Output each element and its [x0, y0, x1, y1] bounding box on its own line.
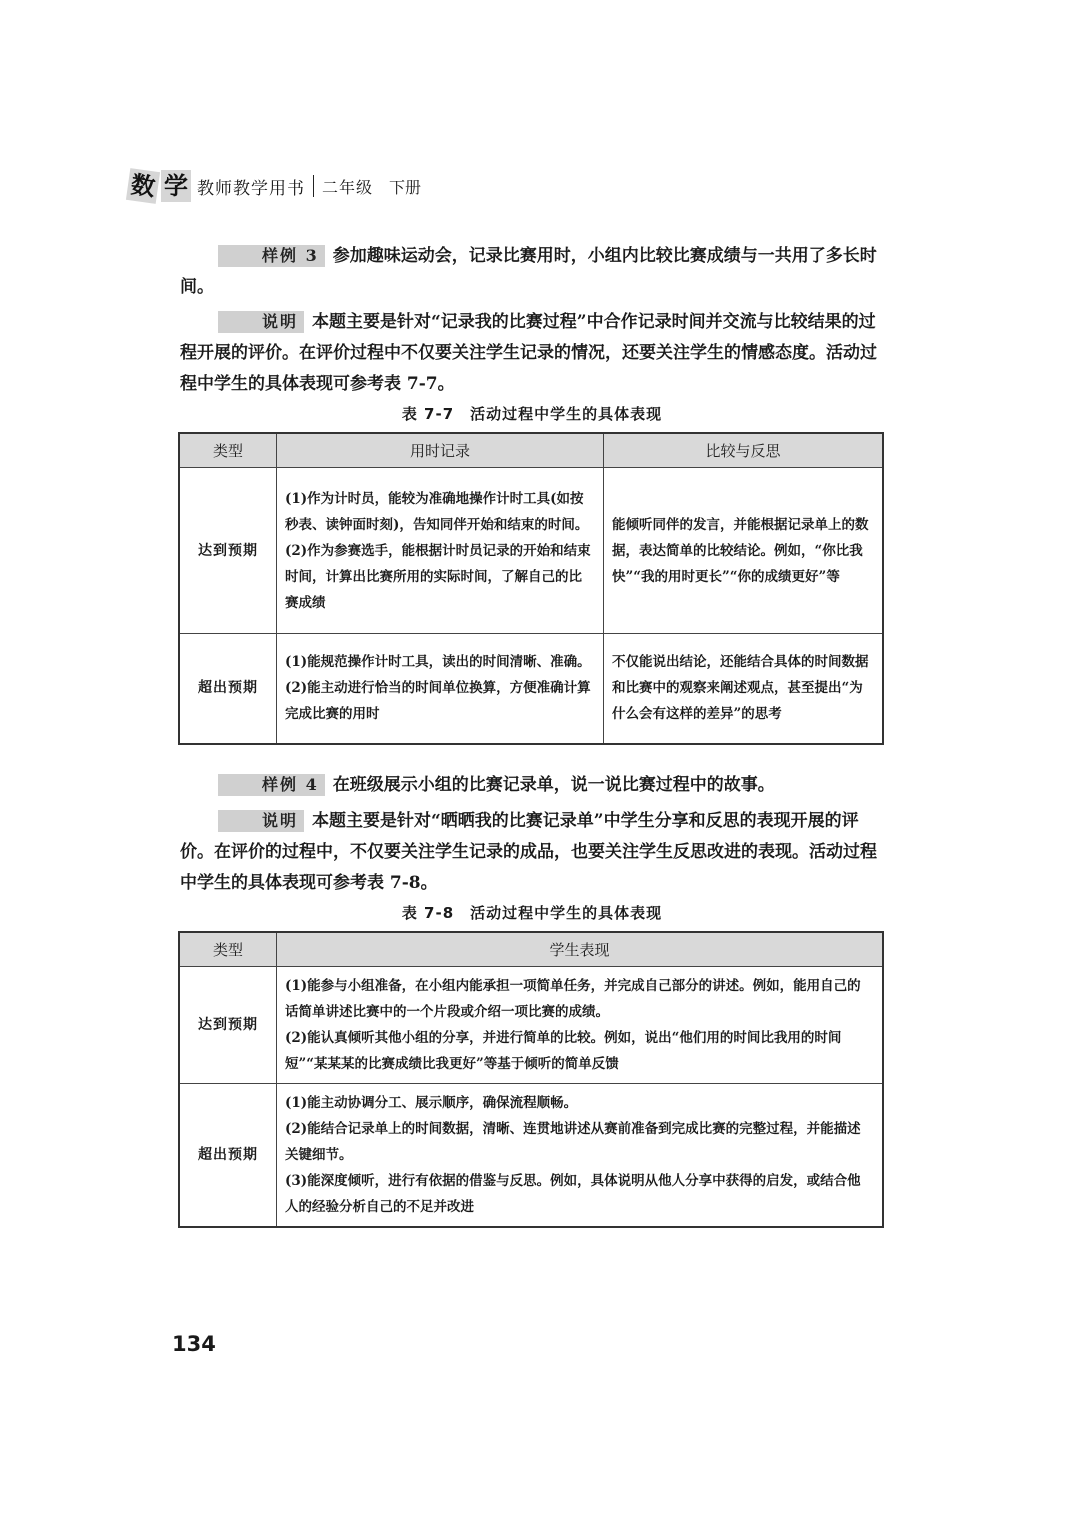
time-record-cell [277, 468, 604, 634]
running-header [128, 170, 421, 202]
cell-item: (2)作为参赛选手，能根据计时员记录的开始和结束时间，计算出比赛所用的实际时间，了解自己的比赛成绩 [285, 542, 591, 611]
row-type: 超出预期 [179, 634, 277, 744]
example-4-text: 在班级展示小组的比赛记录单，说一说比赛过程中的故事。 [332, 775, 775, 795]
cell-item: (2)能认真倾听其他小组的分享，并进行简单的比较。例如，说出“他们用的时间比我用的时间短”“某某某的比赛成绩比我更好”等基于倾听的简单反馈 [285, 1030, 842, 1072]
note-3-paragraph [180, 307, 884, 400]
example-3-paragraph [180, 241, 884, 303]
column-header: 类型 [179, 932, 277, 967]
volume-label: 下册 [389, 177, 422, 197]
table-7-7 [178, 432, 884, 745]
grade-label: 二年级 [322, 177, 374, 197]
column-header: 类型 [179, 433, 277, 468]
table-row [179, 634, 883, 744]
time-record-cell [277, 634, 604, 744]
comparison-cell: 能倾听同伴的发言，并能根据记录单上的数据，表达简单的比较结论。例如，“你比我快”“我的用时更长”“你的成绩更好”等 [604, 468, 884, 634]
table-row [179, 967, 883, 1084]
row-type: 达到预期 [179, 967, 277, 1084]
example-3-tag: 样例 3 [218, 245, 325, 267]
column-header: 用时记录 [277, 433, 604, 468]
note-3-text: 本题主要是针对“记录我的比赛过程”中合作记录时间并交流与比较结果的过程开展的评价。在评价过程中不仅要关注学生记录的情况，还要关注学生的情感态度。活动过程中学生的具体表现可参考表 7-7。 [180, 312, 877, 394]
table-7-8 [178, 931, 884, 1228]
cell-item: (1)作为计时员，能较为准确地操作计时工具(如按秒表、读钟面时刻)，告知同伴开始和结束的时间。 [285, 490, 589, 533]
note-4-tag: 说明 [218, 810, 304, 832]
cell-item: (2)能结合记录单上的时间数据，清晰、连贯地讲述从赛前准备到完成比赛的完整过程，并能描述关键细节。 [285, 1121, 861, 1163]
logo-char-1: 数 [126, 168, 160, 204]
comparison-cell: 不仅能说出结论，还能结合具体的时间数据和比赛中的观察来阐述观点，甚至提出“为什么会有这样的差异”的思考 [604, 634, 884, 744]
cell-item: (1)能主动协调分工、展示顺序，确保流程顺畅。 [285, 1095, 578, 1111]
note-4-paragraph [180, 806, 884, 899]
cell-item: (1)能参与小组准备，在小组内能承担一项简单任务，并完成自己部分的讲述。例如，能用自己的话简单讲述比赛中的一个片段或介绍一项比赛的成绩。 [285, 978, 861, 1020]
example-4-tag: 样例 4 [218, 774, 325, 796]
cell-item: (1)能规范操作计时工具，读出的时间清晰、准确。 [285, 654, 591, 671]
subject-logo [128, 170, 191, 202]
row-type: 超出预期 [179, 1084, 277, 1228]
note-3-tag: 说明 [218, 311, 304, 333]
table-header-row [179, 433, 883, 468]
table-header-row [179, 932, 883, 967]
example-3-text: 参加趣味运动会，记录比赛用时，小组内比较比赛成绩与一共用了多长时间。 [180, 246, 877, 297]
page-number: 134 [172, 1332, 216, 1356]
table-row [179, 468, 883, 634]
book-title: 教师教学用书 [197, 178, 305, 199]
performance-cell [277, 967, 884, 1084]
cell-item: (3)能深度倾听，进行有依据的借鉴与反思。例如，具体说明从他人分享中获得的启发，或结合他人的经验分析自己的不足并改进 [285, 1173, 861, 1215]
performance-cell [277, 1084, 884, 1228]
column-header: 比较与反思 [604, 433, 884, 468]
cell-item: (2)能主动进行恰当的时间单位换算，方便准确计算完成比赛的用时 [285, 680, 591, 723]
column-header: 学生表现 [277, 932, 884, 967]
table-7-8-caption: 表 7-8 活动过程中学生的具体表现 [401, 904, 663, 922]
table-7-7-caption: 表 7-7 活动过程中学生的具体表现 [401, 405, 663, 423]
example-4-paragraph [180, 770, 884, 801]
logo-char-2: 学 [161, 170, 191, 202]
header-divider [313, 175, 314, 197]
row-type: 达到预期 [179, 468, 277, 634]
note-4-text: 本题主要是针对“晒晒我的比赛记录单”中学生分享和反思的表现开展的评价。在评价的过程中，不仅要关注学生记录的成品，也要关注学生反思改进的表现。活动过程中学生的具体表现可参考表 7-8。 [180, 811, 877, 893]
table-row [179, 1084, 883, 1228]
